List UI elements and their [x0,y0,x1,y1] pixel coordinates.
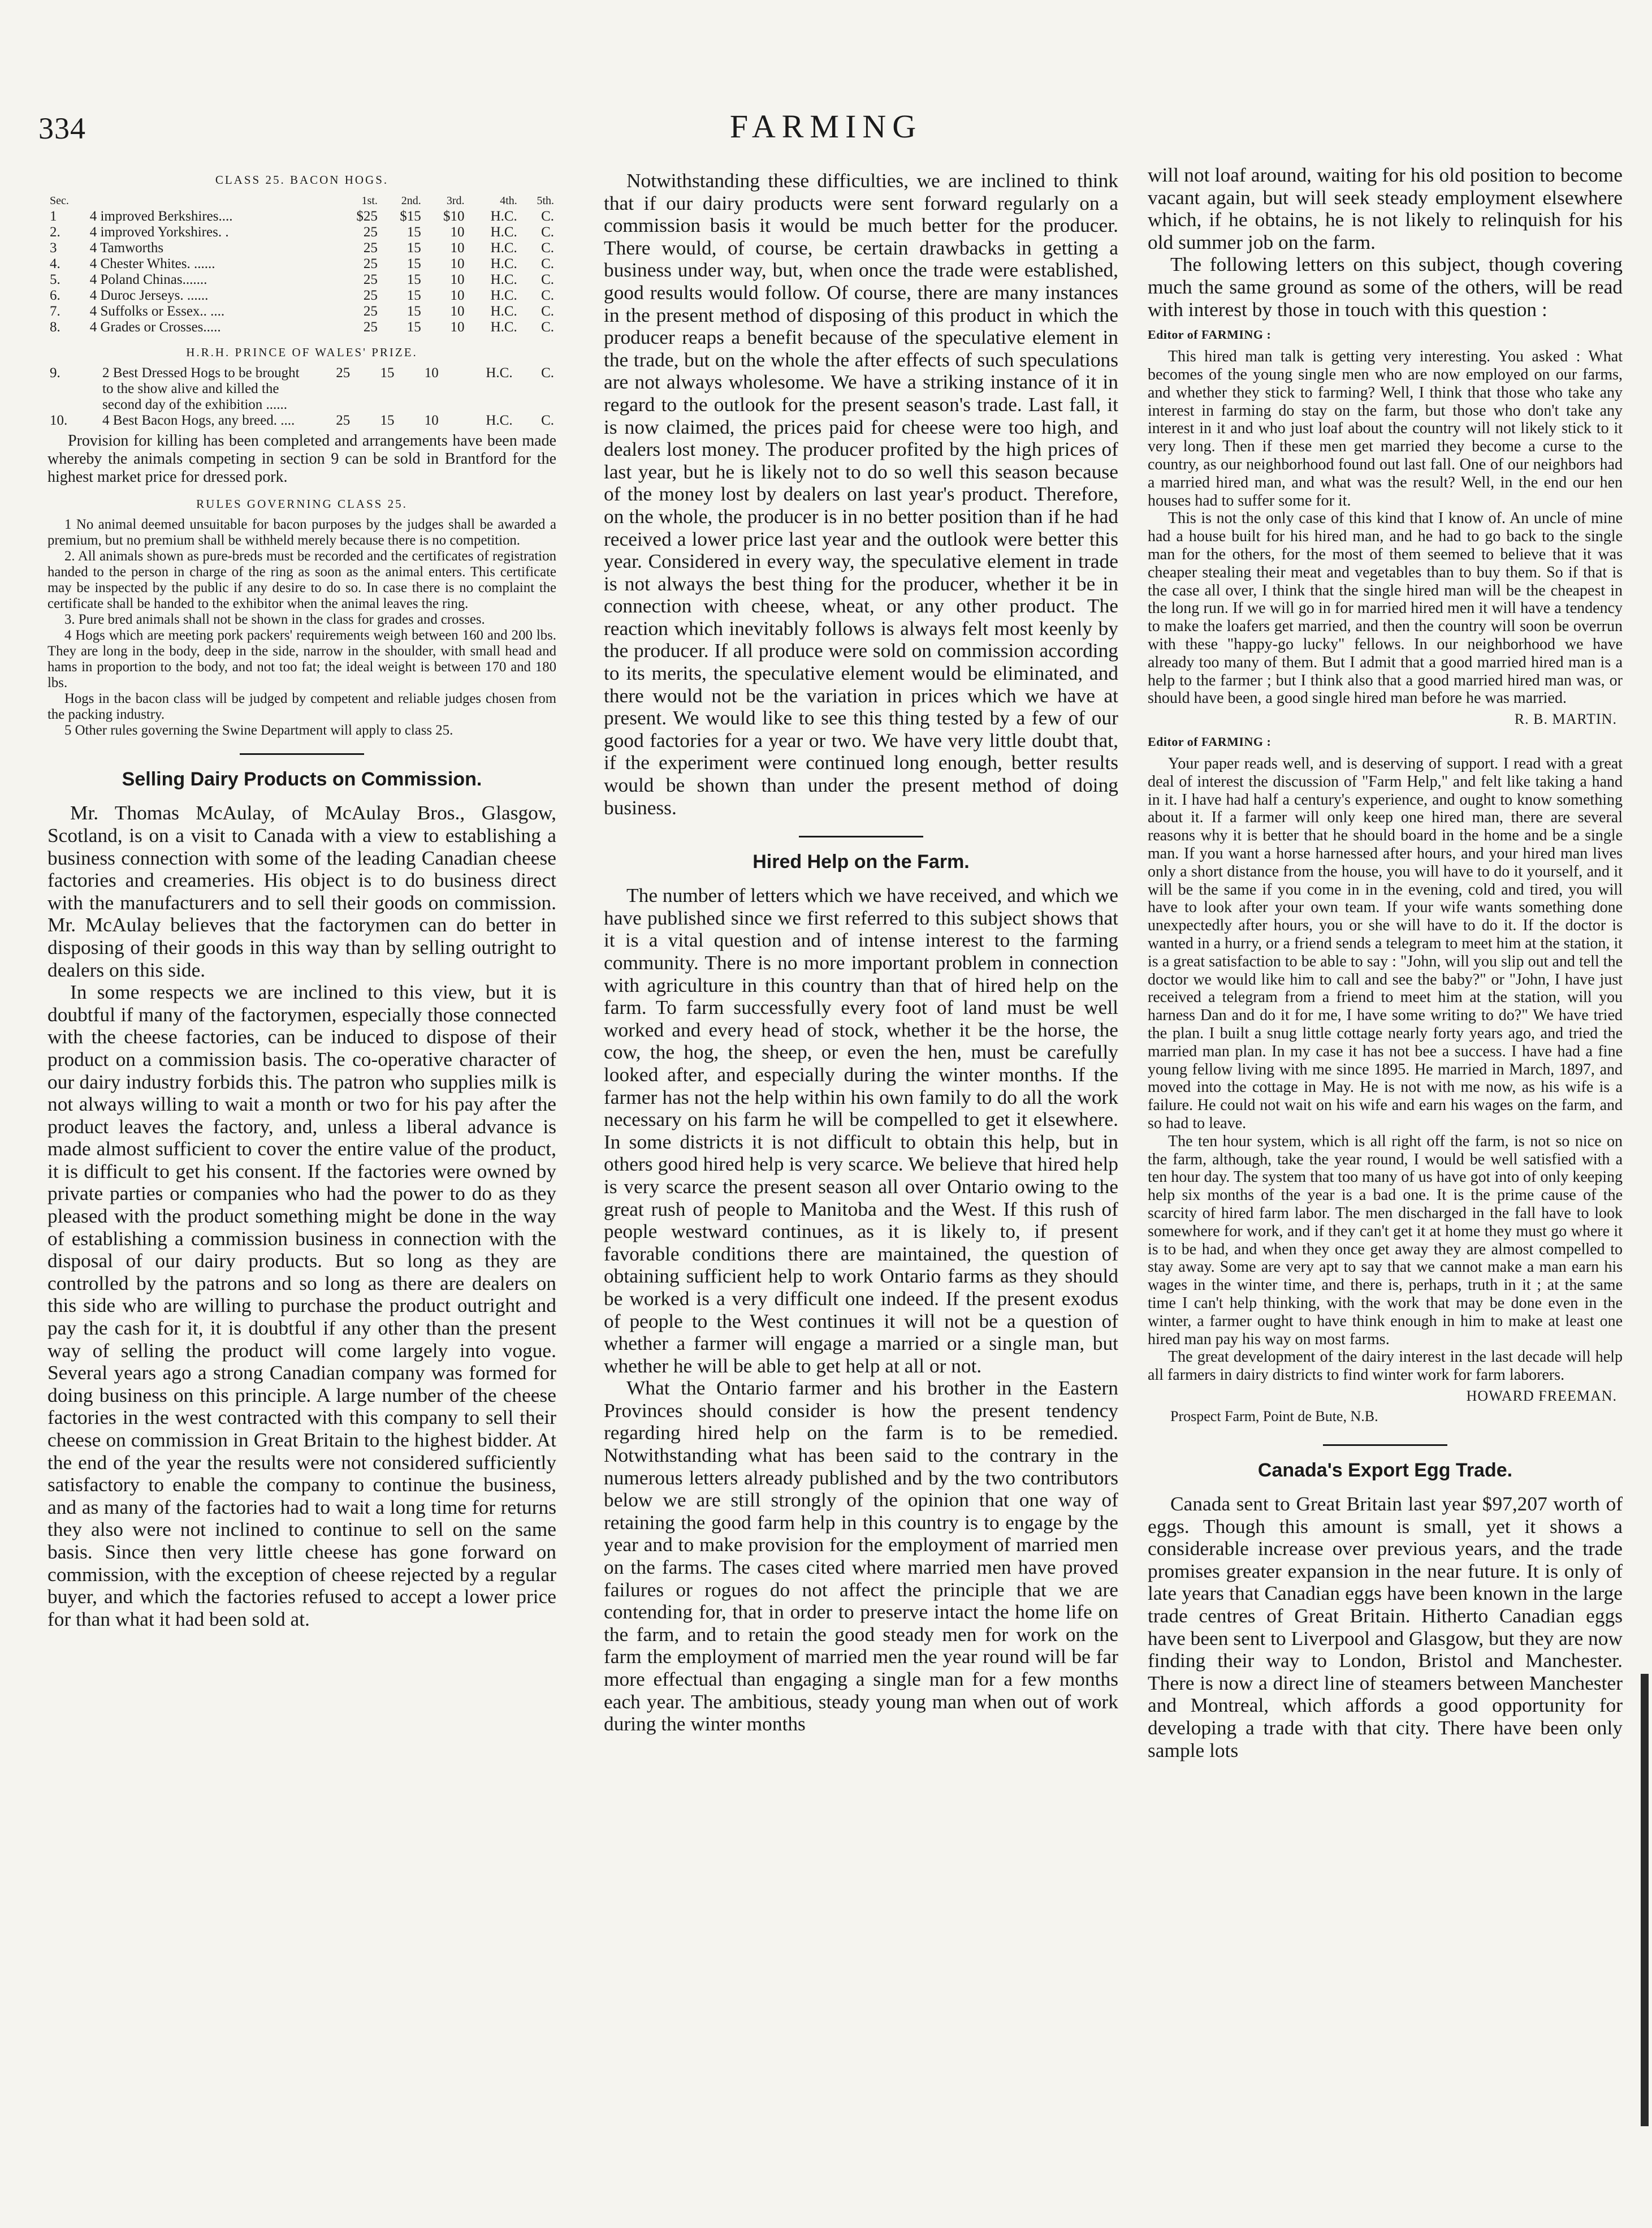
table-cell: 1 [50,209,57,224]
column-header: 5th. [537,195,554,207]
paragraph: will not loaf around, waiting for his old position to become vacant again, but will seek steady employment elsewhere which, if he obtains, he is not likely to relinquish for his old summer job on the farm. [1148,164,1623,253]
table-cell: 15 [406,304,421,319]
paragraph: The ten hour system, which is all right off the farm, is not so nice on the farm, although, take the year round, I would be well satisfied with a ten hour day. The system that too many of us have got into of only keeping help six months of the year is a bad one. It is the prime cause of the scarcity of hired farm labor. The men discharged in the fall have to look somewhere for work, and if they can't get it at home they must go where it is to be had, and when they once get away they are almost compelled to stay away. Some are very apt to say that we cannot make a man earn his wages in the winter time, and there is, perhaps, truth in it ; at the same time I can't help thinking, with the work that may be done even in the winter, a farmer ought to have think enough in him to make at least one hired man pay his way on most farms. [1148,1132,1623,1348]
bacon-class-table [47,193,556,335]
paragraph: Mr. Thomas McAulay, of McAulay Bros., Glasgow, Scotland, is on a visit to Canada with a view to establishing a business connection with some of the leading Canadian cheese factories and creameries. His object is to do business direct with the manufacturers and to sell their goods on commission. Mr. McAulay believes that the factorymen can do better in disposing of their goods in this way than by selling outright to dealers on this side. [47,801,556,981]
rules-list [47,517,556,739]
table-cell: H.C. [490,240,517,256]
paragraph: This hired man talk is getting very interesting. You asked : What becomes of the young single men who are now employed on our farms, and whether they stick to farming? Well, I think that those who take any interest in farming do stay on the farm, but those who don't take any interest in it and who just loaf about the country will not likely stick to it very long. Then if these men get married they become a curse to the country, as our neighborhood found out last fall. One of our neighbors had a married hired man, and what was the result? Well, in the end our hen houses had to suffer some for it. [1148,348,1623,509]
column-header: 2nd. [401,195,421,207]
running-title: FARMING [729,108,923,145]
rule-item: 2. All animals shown as pure-breds must be recorded and the certificates of registration handed to the person in charge of the ring as soon as the animal enters. This certificate may be inspected by the public if any desire to do so. In case there is no complaint the certificate shall be handed to the exhibitor when the animal leaves the ring. [47,549,556,612]
egg-trade-heading: Canada's Export Egg Trade. [1257,1459,1513,1481]
paragraph: Your paper reads well, and is deserving of support. I read with a great deal of interest the discussion of "Farm Help," and felt like taking a hand in it. I have had half a century's experience, and ought to know something about it. If a farmer will only keep one hired man, there are several reasons why it is better that he should board in the home and be a single man. If you want a horse harnessed after hours, and your hired man lives only a short distance from the house, you will have to do it yourself, and it will be the same if you come in in the evening, cold and tired, you will have to look after your own team. If your wife wants something done unexpectedly after hours, you or she will have to do it. If the doctor is wanted in a hurry, or a friend sends a telegram to meet him at the station, it is a great satisfaction to be able to say : "John, will you slip out and tell the doctor we would like him to call and see the baby?" or "John, I have just received a telegram from a friend to meet him at the station, will you harness Dan and do it for me, I have some writing to do?" We have tried the plan. I built a snug little cottage nearly forty years ago, and tried the married man plan. In my case it has not bee a success. I have had a fine young fellow living with me since 1895. He married in March, 1897, and moved into the cottage in May. He is not with me now, as his wife is a failure. He could not wait on his wife and earn his wages on the farm, and so had to leave. [1148,755,1623,1133]
table-cell: 15 [380,413,395,428]
table-cell: C. [541,365,554,381]
hired-help-continuation [1148,164,1623,321]
table-cell: H.C. [490,288,517,303]
table-cell: C. [541,288,554,303]
table-cell: 25 [363,288,378,303]
table-cell: H.C. [490,256,517,271]
table-row [47,240,556,256]
table-cell: 4 Best Bacon Hogs, any breed. .... [102,413,295,428]
table-cell: 4 improved Berkshires.... [89,209,233,224]
rule-item: 5 Other rules governing the Swine Department will apply to class 25. [64,723,453,739]
table-cell: $10 [443,209,465,224]
table-cell: H.C. [490,272,517,287]
table-row [47,209,556,224]
table-cell: C. [541,256,554,271]
table-cell: 7. [50,304,60,319]
column-header: 1st. [361,195,378,207]
table-cell: 25 [363,272,378,287]
table-cell: C. [541,240,554,256]
table-row [47,256,556,272]
letter [1148,327,1623,728]
table-cell: 4 Duroc Jerseys. ...... [89,288,209,303]
table-cell: 10 [424,413,439,428]
table-cell: $15 [400,209,421,224]
table-row [47,319,556,335]
table-cell: H.C. [490,209,517,224]
paragraph: In some respects we are inclined to this view, but it is doubtful if many of the factorymen, especially those connected with the cheese factories, can be induced to dispose of their product on a commission basis. The co-operative character of our dairy industry forbids this. The patron who supplies milk is not always willing to wait a month or two for his pay after the product leaves the factory, and, unless a liberal advance is made almost sufficient to cover the entire value of the product, it is difficult to get his consent. If the factories were owned by private parties or companies who had the power to do as they pleased with the product something might be done in the way of establishing a commission business in connection with the disposal of our dairy products. But so long as they are controlled by the patrons and so long as there are dealers on this side who are willing to purchase the product outright and pay the cash for it, it is doubtful if any other than the present way of selling the product will come largely into vogue. Several years ago a strong Canadian company was formed for doing business on this principle. A large number of the cheese factories in the west contracted with this company to sell their cheese on commission in Great Britain to the highest bidder. At the end of the year the results were not considered sufficiently satisfactory to enable the company to continue the business, and as many of the factories had to wait a long time for returns they also were not inclined to continue to sell on the same basis. Since then very little cheese has gone forward on commission, with the exception of cheese rejected by a regular buyer, and which the factories refused to accept a lower price for than what it had been sold at. [47,981,556,1630]
table-cell: H.C. [490,304,517,319]
table-cell: 15 [380,365,395,381]
column-middle [604,170,1118,1735]
table-cell: C. [541,304,554,319]
table-cell: 25 [363,224,378,240]
table-cell: 10 [424,365,439,381]
table-cell: 15 [406,256,421,271]
column-header: Sec. [50,195,69,207]
column-header [88,193,336,209]
table-cell: H.C. [490,319,517,335]
table-cell: 4 Grades or Crosses..... [89,319,221,335]
table-cell: 8. [50,319,60,335]
letter-body [1148,348,1623,707]
table-cell: 25 [363,304,378,319]
letter-signature: HOWARD FREEMAN. [1466,1387,1617,1404]
table-cell: 2 Best Dressed Hogs to be brought to the show alive and killed the second day of the exhibition ...... [102,365,300,412]
egg-trade-body [1148,1493,1623,1761]
table-cell: 4 Poland Chinas....... [89,272,207,287]
table-cell: 15 [406,240,421,256]
page-number: 334 [38,111,86,145]
table-row [47,288,556,304]
table-cell: H.C. [486,365,513,381]
table-row [47,413,556,429]
table-row [47,365,556,413]
letter-salutation: Editor of FARMING : [1148,735,1272,749]
table-cell: 4. [50,256,60,271]
table-cell: 6. [50,288,60,303]
table-cell: 10 [450,272,465,287]
table-cell: 15 [406,288,421,303]
table-cell: 10 [450,256,465,271]
column-right [1148,164,1623,1761]
letter-dateline: Prospect Farm, Point de Bute, N.B. [1170,1407,1378,1424]
hired-help-body [604,884,1118,1735]
table-cell: 25 [363,256,378,271]
bacon-class-header-row [47,193,556,209]
paragraph: This is not the only case of this kind that I know of. An uncle of mine had a house built for his hired man, and he had to go back to the single man for the others, for the most of them seemed to believe that it was cheaper stealing their meat and vegetables than to buy them. So if that is the case all over, I think that the single hired man will be the cheapest in the long run. If we will go in for married hired men it will have a tendency to make the loafers get married, and then the country will soon be overrun with these "happy-go lucky" fellows. In our neighborhood we have already too many of them. But I admit that a good married hired man is a help to the farmer ; but I think also that a good married hired man was, or should have been, a good single hired man before he was married. [1148,509,1623,707]
provision-text: Provision for killing has been completed and arrangements have been made whereby the animals competing in section 9 can be sold in Brantford for the highest market price for dressed pork. [47,432,556,486]
table-cell: 5. [50,272,60,287]
hired-help-heading: Hired Help on the Farm. [753,851,970,873]
table-cell: 25 [363,319,378,335]
section-divider [1323,1444,1447,1446]
bacon-class-title: CLASS 25. BACON HOGS. [215,173,389,187]
paragraph: What the Ontario farmer and his brother in the Eastern Provinces should consider is how the present tendency regarding hired help on the farm is to be remedied. Notwithstanding what has been said to the contrary in the numerous letters already published and by the two contributors below we are still strongly of the opinion that one way of retaining the good farm help in this country is to engage by the year and to make provision for the employment of married men on the farms. The cases cited where married men have proved failures or rogues do not affect the principle that we are contending for, that in order to preserve intact the home life on the farm, and to retain the good steady men for work on the farm the employment of married men the year round will be far more effectual than engaging a single man for a few months each year. The ambitious, steady young man when out of work during the winter months [604,1376,1118,1735]
letter-body [1148,755,1623,1384]
paragraph: Notwithstanding these difficulties, we are inclined to think that if our dairy products were sent forward regularly on a commission basis it would be much better for the producer. There would, of course, be certain drawbacks in getting a business under way, but, when once the trade were established, good results would follow. Of course, there are many instances in the present method of disposing of this product in which the producer reaps a benefit because of the speculative element in the trade, but on the whole the after effects of such speculations are not always wholesome. We have a striking instance of it in regard to the outlook for the present season's trade. Last fall, it is now claimed, the prices paid for cheese were too high, and dealers lost money. The producer profited by the high prices of last year, but he is likely not to do so well this season because of the money lost by dealers on last year's product. Therefore, on the whole, the producer is in no better position than if he had received a lower price last year and the outlook were better this year. Considered in every way, the speculative element in trade is not always the best thing for the producer, whether it be in connection with cheese, wheat, or any other product. The reaction which inevitably follows is always felt most keenly by the producer. If all produce were sold on commission according to its merits, the speculative element would be eliminated, and there would not be the variation in prices which we have at present. We would like to see this thing tested by a few of our good factories for a year or two. We have very little doubt that, if the experiment were continued long enough, better results would be shown than under the present method of doing business. [604,170,1118,819]
paragraph: Canada sent to Great Britain last year $97,207 worth of eggs. Though this amount is small, yet it shows a considerable increase over previous years, and the trade promises greater expansion in the near future. It is only of late years that Canadian eggs have been known in the large trade centres of Great Britain. Hitherto Canadian eggs have been sent to Liverpool and Glasgow, but they are now finding their way to London, Bristol and Manchester. There is now a direct line of steamers between Manchester and Montreal, which affords a good opportunity for developing a trade with that city. There have been only sample lots [1148,1492,1623,1761]
bacon-class-rows [47,209,556,335]
letters-section [1148,327,1623,1425]
prince-prize-title: H.R.H. PRINCE OF WALES' PRIZE. [186,346,418,359]
table-cell: 10. [50,413,68,428]
section-divider [799,836,923,837]
table-cell: 2. [50,224,60,240]
table-row [47,272,556,288]
table-cell: 25 [363,240,378,256]
column-left [47,170,556,1630]
column-header: 4th. [500,195,517,207]
selling-dairy-continuation [604,170,1118,819]
letter [1148,735,1623,1425]
rules-title: RULES GOVERNING CLASS 25. [196,497,408,511]
table-cell: C. [541,413,554,428]
table-cell: 4 Chester Whites. ...... [89,256,215,271]
table-cell: 25 [336,365,351,381]
paragraph: The following letters on this subject, though covering much the same ground as some of the others, will be read with interest by those in touch with this question : [1148,253,1623,321]
table-cell: 15 [406,224,421,240]
table-cell: 3 [50,240,57,256]
table-cell: 4 Tamworths [89,240,164,256]
paragraph: The number of letters which we have received, and which we have published since we first referred to this subject shows that it is a vital question and of intense interest to the farming community. There is no more important problem in connection with agriculture in this country than that of hired help on the farm. To farm successfully every foot of land must be well worked and every head of stock, whether it be the horse, the cow, the hog, the sheep, or even the hen, must be carefully looked after, and especially during the winter months. If the farmer has not the help within his own family to do all the work necessary on his farm he will be compelled to get it elsewhere. In some districts it is not difficult to obtain this help, but in others good hired help is very scarce. We believe that hired help is very scarce the present season all over Ontario owing to the great rush of people to Manitoba and the West. If this rush of people westward continues, as it is likely to, if present favorable conditions there are maintained, the question of obtaining sufficient help to work Ontario farms as they should be worked is a very difficult one indeed. If the present exodus of people to the West continues it will not be a question of whether a farmer will engage a married or a single man, but whether he will be able to get help at all or not. [604,884,1118,1377]
table-cell: H.C. [490,224,517,240]
table-cell: 15 [406,319,421,335]
rule-item: 3. Pure bred animals shall not be shown in the class for grades and crosses. [64,612,485,628]
paragraph: The great development of the dairy interest in the last decade will help all farmers in dairy districts to find winter work for farm laborers. [1148,1348,1623,1384]
table-cell: 4 Suffolks or Essex.. .... [89,304,225,319]
selling-dairy-body [47,802,556,1630]
table-cell: 10 [450,288,465,303]
table-cell: 10 [450,240,465,256]
table-cell: 4 improved Yorkshires. . [89,224,229,240]
table-cell: H.C. [486,413,513,428]
table-cell: $25 [356,209,378,224]
table-row [47,224,556,240]
table-cell: 10 [450,304,465,319]
rule-item: 4 Hogs which are meeting pork packers' requirements weigh between 160 and 200 lbs. They are long in the body, deep in the side, narrow in the shoulder, with small head and hams in proportion to the body, and not too fat; the ideal weight is between 170 and 180 lbs. [47,628,556,691]
table-row [47,304,556,319]
table-cell: 10 [450,224,465,240]
table-cell: C. [541,209,554,224]
selling-dairy-heading: Selling Dairy Products on Commission. [122,768,482,791]
scan-edge-mark [1641,1674,1649,2126]
table-cell: C. [541,224,554,240]
section-divider [240,753,364,755]
rule-item: 1 No animal deemed unsuitable for bacon purposes by the judges shall be awarded a premium, but no premium shall be withheld merely because there is no competition. [47,517,556,549]
prince-prize-table [47,365,556,429]
table-cell: 15 [406,272,421,287]
table-cell: C. [541,319,554,335]
table-cell: 10 [450,319,465,335]
rule-item: Hogs in the bacon class will be judged by competent and reliable judges chosen from the packing industry. [47,691,556,723]
letter-signature: R. B. MARTIN. [1514,711,1617,728]
column-header: 3rd. [446,195,465,207]
letter-salutation: Editor of FARMING : [1148,327,1272,342]
table-cell: 25 [336,413,351,428]
table-cell: 9. [50,365,60,381]
table-cell: C. [541,272,554,287]
